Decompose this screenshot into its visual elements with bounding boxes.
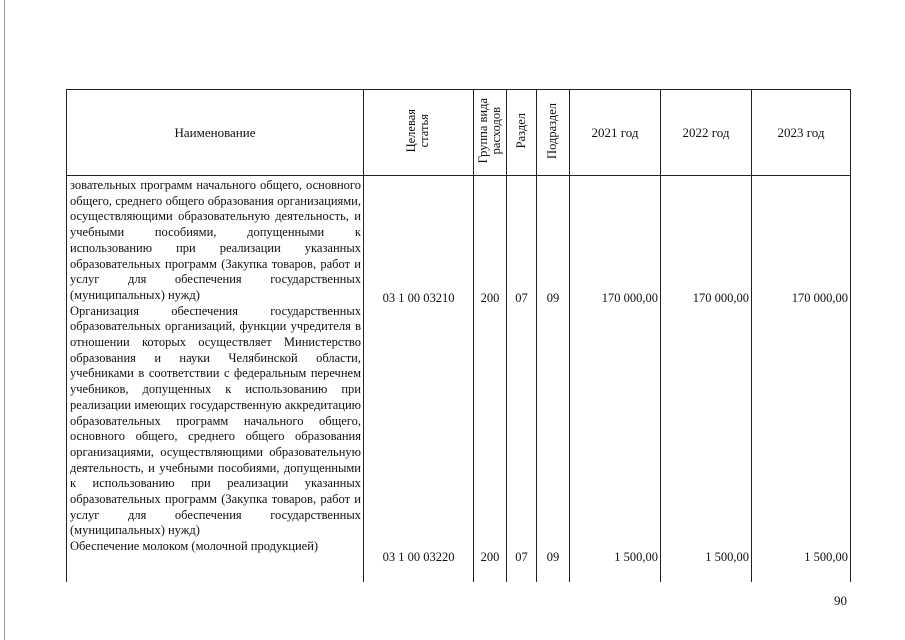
row-2-expense-group: 200 — [480, 550, 500, 564]
header-name-label: Наименование — [174, 124, 256, 140]
row-1-section: 07 — [515, 291, 528, 305]
year-2021-cell — [570, 176, 661, 582]
table-row — [67, 176, 851, 582]
row-2-year-2023: 1 500,00 — [804, 550, 848, 564]
header-expense-group-label: Группа вида расходов — [475, 97, 503, 164]
year-2023-cell — [752, 176, 851, 582]
row-1-name: зовательных программ начального общего, основного общего, среднего общего образования организациями, осуществляющими образовательную деятельность, и учебными пособиями, допущенными к использованию при реализации указанных образовательных программ (Закупка товаров, работ и услуг для обеспечения государственных (муниципальных) нужд) — [70, 178, 361, 302]
row-2-name: Организация обеспечения государственных образовательных организаций, функции учредителя в отношении которых осуществляет Министерство образования и науки Челябинской области, учебниками в соответствии с федеральным перечнем учебников, допущенных к использованию при реализации имеющих государственную аккредитацию образовательных программ начального общего, основного общего, среднего общего образования организациями, осуществляющими образовательную деятельность, и учебными пособиями, допущенными к использованию при реализации указанных образовательных программ (Закупка товаров, работ и услуг для обеспечения государственных (муниципальных) нужд) — [70, 303, 361, 538]
row-1-year-2021: 170 000,00 — [601, 291, 658, 305]
row-2-section: 07 — [515, 550, 528, 564]
page-number: 90 — [834, 593, 847, 608]
header-year-2022-label: 2022 год — [682, 124, 730, 140]
subsection-cell — [537, 176, 570, 582]
header-target-article-label: Целевая статья — [404, 108, 432, 153]
header-target-article — [364, 90, 474, 176]
name-cell — [67, 176, 364, 582]
row-1-target-article: 03 1 00 03210 — [382, 291, 455, 305]
row-1-year-2022: 170 000,00 — [692, 291, 749, 305]
header-section-label: Раздел — [513, 112, 528, 149]
header-year-2023 — [752, 90, 851, 176]
row-2-subsection: 09 — [546, 550, 560, 564]
row-1-year-2023: 170 000,00 — [791, 291, 848, 305]
section-cell — [507, 176, 537, 582]
header-expense-group — [474, 90, 507, 176]
header-year-2023-label: 2023 год — [777, 124, 825, 140]
row-2-year-2021: 1 500,00 — [614, 550, 658, 564]
table-header-row — [67, 90, 851, 176]
row-3-name: Обеспечение молоком (молочной продукцией) — [70, 539, 319, 554]
header-subsection — [537, 90, 570, 176]
target-article-cell — [364, 176, 474, 582]
row-1-expense-group: 200 — [480, 291, 500, 305]
header-year-2021 — [570, 90, 661, 176]
expense-group-cell — [474, 176, 507, 582]
row-2-year-2022: 1 500,00 — [705, 550, 749, 564]
header-section — [507, 90, 537, 176]
row-2-target-article: 03 1 00 03220 — [382, 550, 455, 564]
row-1-subsection: 09 — [546, 291, 560, 305]
page-edge-line — [4, 0, 5, 640]
header-name — [67, 90, 364, 176]
header-year-2021-label: 2021 год — [591, 124, 639, 140]
budget-table — [66, 89, 851, 582]
year-2022-cell — [661, 176, 752, 582]
header-subsection-label: Подраздел — [545, 102, 560, 159]
header-year-2022 — [661, 90, 752, 176]
